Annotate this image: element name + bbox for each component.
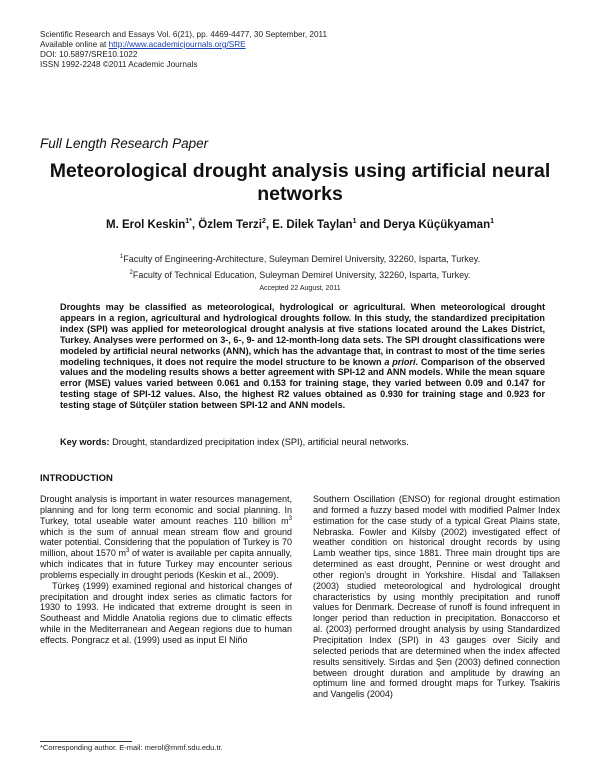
journal-info (40, 30, 327, 70)
corresponding-author-footnote: *Corresponding author. E-mail: merol@mmf.sdu.edu.tr. (40, 743, 223, 752)
availability-prefix: Available online at (40, 40, 109, 49)
abstract: Droughts may be classified as meteorological, hydrological or agricultural. When meteorological drought appears in a region, agricultural and hydrological droughts follow. In this study, the standardized precipitation index (SPI) was applied for meteorological drought analysis at five stations located around the Lakes District, Turkey. Analyses were performed on 3-, 6-, 9- and 12-month-long data sets. The SPI drought classifications were modeled by artificial neural networks (ANN), which has the advantage that, in contrast to most of the time series modeling techniques, it does not require the model structure to be known a priori. Comparison of the observed values and the modeling results shows a better agreement with SPI-12 and ANN models. While the mean square error (MSE) values varied between 0.061 and 0.153 for training stage, they varied between 0.09 and 0.147 for testing stage of SPI-12 values. Also, the highest R2 values obtained as 0.930 for training stage and 0.923 for testing stage of Sütçüler station between SPI-12 and ANN models. (60, 302, 545, 411)
keywords (60, 437, 545, 447)
affiliations (40, 250, 560, 282)
journal-availability (40, 40, 327, 50)
paper-title: Meteorological drought analysis using artificial neural networks (49, 160, 551, 205)
paper-type: Full Length Research Paper (40, 136, 209, 151)
journal-doi: DOI: 10.5897/SRE10.1022 (40, 50, 138, 59)
keywords-label: Key words: (60, 437, 110, 447)
abstract-italic: a priori (384, 356, 416, 367)
author-separator: and (356, 218, 384, 231)
author-name: M. Erol Keskin (105, 218, 186, 231)
body-column-left (40, 494, 292, 646)
corresponding-author-marker: * (189, 218, 192, 225)
affiliation-item: $^2$Faculty of Technical Education, Suleyman Demirel University, 32260, Isparta, Turkey. (129, 270, 471, 280)
body-column-right (313, 494, 560, 700)
journal-issn: ISSN 1992-2248 ©2011 Academic Journals (40, 60, 198, 69)
footnote-divider (40, 741, 132, 742)
author-list (40, 218, 560, 231)
body-paragraph: Drought analysis is important in water resources management, planning and for long term economic and social planning. In Turkey, total useable water amount reaches 110 billion $m^3$ which is the sum of annual mean stream flow and ground water potential. Considering that the population of Turkey is 70 million, about 1570 $m^3$ of water is available per capita annually, which indicates that in future Turkey may encounter serious problems especially in drought periods (Keskin et al., 2009). (40, 494, 292, 580)
body-paragraph: Southern Oscillation (ENSO) for regional drought estimation and formed a fuzzy based model with modified Palmer Index estimation for the case study of a typical Great Plains state, Nebraska. Fowler and Kilsby (2002) investigated effect of weather condition on historical drought records by using Lamb weather tips, since 1881. Three main drought tips are determined as east drought, Pennine or west drought and other region's drought in Yorkshire. Hisdal and Tallaksen (2003) studied meteorological and hydrological drought characteristics by using monthly precipitation and runoff values for Denmark. Decrease of runoff is found infrequent in longer period than reduction in precipitation. Bonaccorso et al. (2003) performed drought analysis by using Standardized Precipitation Index (SPI) in 43 gauges over Sicily and selected periods that are determined when the index affected results sensitively. Sırdas and Şen (2003) defined connection between drought duration and amplitude by drawing an optimum line and formed drought maps for Turkey. Tsakiris and Vangelis (2004) (313, 494, 560, 700)
author-name: Özlem Terzi (198, 218, 262, 231)
accepted-date: Accepted 22 August, 2011 (259, 285, 341, 292)
keywords-text: Drought, standardized precipitation index (SPI), artificial neural networks. (109, 437, 409, 447)
journal-url-link[interactable]: http://www.academicjournals.org/SRE (108, 40, 246, 49)
author-name: E. Dilek Taylan (272, 218, 353, 231)
author-affiliation-marker: 1* (185, 218, 192, 225)
body-paragraph: Türkeş (1999) examined regional and historical changes of precipitation and drought index series as climatic factors for 1930 to 1993. He indicated that extreme drought is seen in Southeast and Middle Anatolia regions due to climatic effects while in the Mediterranean and Aegean regions due to human effects. Pongracz et al. (1999) used as input El Niño (40, 580, 292, 645)
author-affiliation-marker: 2 (261, 218, 266, 225)
author-separator: , (265, 218, 273, 231)
affiliation-item: $^1$Faculty of Engineering-Architecture, Suleyman Demirel University, 32260, Isparta, Turkey. (119, 254, 481, 264)
author-separator: , (191, 218, 199, 231)
section-heading-introduction: INTRODUCTION (40, 473, 113, 484)
author-name: Derya Küçükyaman (383, 218, 491, 231)
author-affiliation-marker: 1 (490, 218, 494, 225)
author-affiliation-marker: 1 (352, 218, 357, 225)
journal-citation: Scientific Research and Essays Vol. 6(21), pp. 4469-4477, 30 September, 2011 (40, 30, 328, 39)
